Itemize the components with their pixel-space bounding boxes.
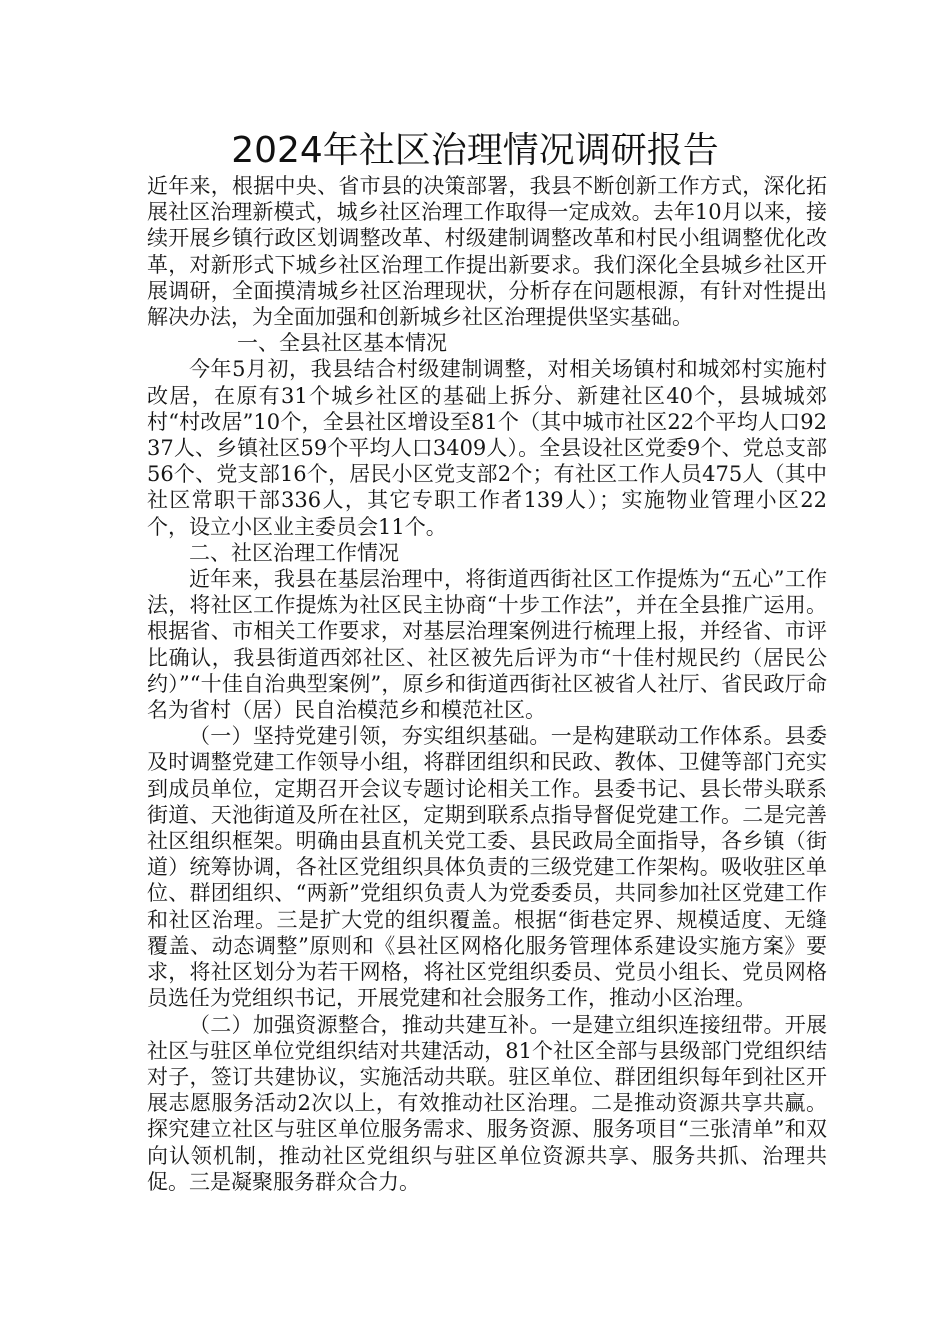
section-heading-basic-situation: 一、全县社区基本情况 (237, 331, 447, 356)
section-heading-governance-work: 二、社区治理工作情况 (189, 540, 399, 565)
document-title: 2024年社区治理情况调研报告 (231, 130, 719, 171)
paragraph-basic-situation: 今年5月初，我县结合村级建制调整，对相关场镇村和城郊村实施村改居，在原有31个城乡社区的基础上拆分、新建社区40个，县城城郊村“村改居”10个，全县社区增设至81个（其中城市社区22个平均人口9237人、乡镇社区59个平均人口3409人）。全县设社区党委9个、党总支部56个、党支部16个，居民小区党支部2个；有社区工作人员475人（其中社区常职干部336人，其它专职工作者139人）；实施物业管理小区22个，设立小区业主委员会11个。 (147, 357, 827, 539)
paragraph-governance-work: 近年来，我县在基层治理中，将街道西街社区工作提炼为“五心”工作法，将社区工作提炼为社区民主协商“十步工作法”，并在全县推广运用。根据省、市相关工作要求，对基层治理案例进行梳理上报，并经省、市评比确认，我县街道西郊社区、社区被先后评为市“十佳村规民约（居民公约）”“十佳自治典型案例”，原乡和街道西街社区被省人社厅、省民政厅命名为省村（居）民自治模范乡和模范社区。 (147, 567, 827, 723)
paragraph-intro: 近年来，根据中央、省市县的决策部署，我县不断创新工作方式，深化拓展社区治理新模式，城乡社区治理工作取得一定成效。去年10月以来，接续开展乡镇行政区划调整改革、村级建制调整改革和村民小组调整优化改革，对新形式下城乡社区治理工作提出新要求。我们深化全县城乡社区开展调研，全面摸清城乡社区治理现状，分析存在问题根源，有针对性提出解决办法，为全面加强和创新城乡社区治理提供坚实基础。 (147, 174, 827, 330)
paragraph-party-building: （一）坚持党建引领，夯实组织基础。一是构建联动工作体系。县委及时调整党建工作领导小组，将群团组织和民政、教体、卫健等部门充实到成员单位，定期召开会议专题讨论相关工作。县委书记、县长带头联系街道、天池街道及所在社区，定期到联系点指导督促党建工作。二是完善社区组织框架。明确由县直机关党工委、县民政局全面指导，各乡镇（街道）统筹协调，各社区党组织具体负责的三级党建工作架构。吸收驻区单位、群团组织、“两新”党组织负责人为党委委员，共同参加社区党建工作和社区治理。三是扩大党的组织覆盖。根据“街巷定界、规模适度、无缝覆盖、动态调整”原则和《县社区网格化服务管理体系建设实施方案》要求，将社区划分为若干网格，将社区党组织委员、党员小组长、党员网格员选任为党组织书记，开展党建和社会服务工作，推动小区治理。 (147, 724, 827, 1011)
paragraph-resource-integration: （二）加强资源整合，推动共建互补。一是建立组织连接纽带。开展社区与驻区单位党组织结对共建活动，81个社区全部与县级部门党组织结对子，签订共建协议，实施活动共联。驻区单位、群团组织每年到社区开展志愿服务活动2次以上，有效推动社区治理。二是推动资源共享共赢。探究建立社区与驻区单位服务需求、服务资源、服务项目“三张清单”和双向认领机制，推动社区党组织与驻区单位资源共享、服务共抓、治理共促。三是凝聚服务群众合力。 (147, 1012, 827, 1194)
document-body (147, 173, 827, 1195)
